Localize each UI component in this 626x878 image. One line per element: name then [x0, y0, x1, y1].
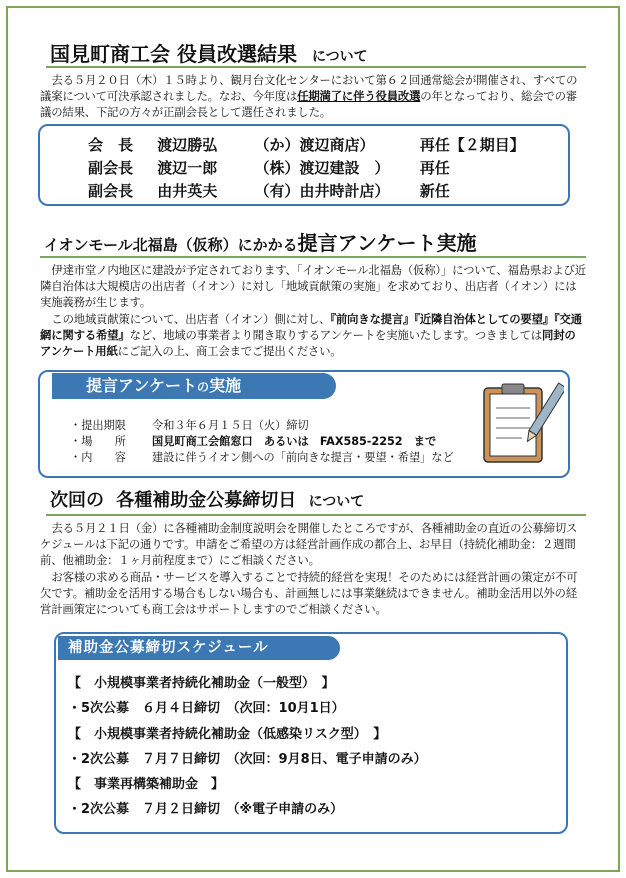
- schedule-subsidy-name: 【 小規模事業者持続化補助金（一般型） 】: [68, 676, 335, 691]
- section2-paragraph: 伊達市堂ノ内地区に建設が予定されております、「イオンモール北福島（仮称）」について、福島県および近隣自治体は大規模店の出店者（イオン）に対し「地域貢献策の実施」を求めており、出店者（イオン）には実施義務が生じます。 この地域貢献策について、出店者（イオン）側に対し、『前向きな提言』『近隣自治体としての要望』『交通網に関する希望』など、地域の事業者より聞き取りするアンケートを実施いたします。つきましては同封のアンケート用紙にご記入の上、商工会までご提出ください。: [40, 263, 586, 359]
- schedule-subsidy-name: 【 小規模事業者持続化補助金（低感染リスク型） 】: [68, 727, 387, 742]
- survey-item: ・提出期限 令和３年６月１５日（火）締切: [70, 419, 309, 432]
- survey-box-title: 提言アンケートの実施: [52, 373, 336, 399]
- section2-title: イオンモール北福島（仮称）にかかる提言アンケート実施: [44, 231, 477, 255]
- section1-underline: [46, 66, 586, 68]
- section3-title-suffix: について: [308, 494, 365, 510]
- schedule-entry: [68, 773, 343, 817]
- officer-row: 会 長 渡辺勝弘 （か）渡辺商店） 再任【２期目】: [88, 136, 525, 154]
- enclosed-form-emphasis: 同封のアンケート用紙: [40, 327, 576, 359]
- section3-title: 次回の 各種補助金公募締切日 について: [50, 490, 365, 511]
- section2-title-main: 提言アンケート実施: [297, 231, 477, 255]
- section1-title: 国見町商工会 役員改選結果 について: [50, 42, 368, 66]
- survey-topics-emphasis: 『前向きな提言』『近隣自治体としての要望』『交通網に関する希望』: [40, 311, 582, 342]
- schedule-deadline: ・2次公募 ７月７日締切 （次回：9月8日、電子申請のみ）: [68, 752, 427, 767]
- section3-title-main: 各種補助金公募締切日: [116, 490, 297, 511]
- term-expiry-emphasis: 任期満了に伴う役員改選: [297, 89, 421, 104]
- section1-paragraph: 去る５月２０日（木）１５時より、観月台文化センターにおいて第６２回通常総会が開催され、すべての議案について可決承認されました。なお、今年度は任期満了に伴う役員改選の年となっており、総会での審議の結果、下記の方々が正副会長として選任されました。: [40, 73, 578, 120]
- schedule-entry: [68, 723, 427, 767]
- officer-row: 副会長 渡辺一郎 （株）渡辺建設 ） 再任: [88, 159, 450, 177]
- section3-underline: [46, 514, 586, 516]
- section1-title-suffix: について: [311, 49, 368, 65]
- section2-underline: [40, 256, 586, 258]
- clipboard-icon: [474, 374, 564, 466]
- survey-item: ・内 容 建設に伴うイオン側への「前向きな提言・要望・希望」など: [70, 451, 454, 464]
- schedule-box-title: 補助金公募締切スケジュール: [58, 636, 340, 660]
- schedule-deadline: ・5次公募 ６月４日締切 （次回：10月1日）: [68, 701, 345, 716]
- schedule-deadline: ・2次公募 ７月２日締切 （※電子申請のみ）: [68, 802, 344, 817]
- section3-paragraph: 去る５月２１日（金）に各種補助金制度説明会を開催したところですが、各種補助金の直近の公募締切スケジュールは下記の通りです。申請をご希望の方は経営計画作成の都合上、お早目（持続化補助金：２週間前、他補助金：１ヶ月前程度まで）にご相談ください。 お客様の求める商品・サービスを導入することで持続的経営を実現！そのためには経営計画の策定が不可欠です。補助金を活用する場合もしない場合も、計画無しには事業継続はできません。補助金活用以外の経営計画策定についても商工会はサポートしますのでご相談ください。: [40, 521, 578, 617]
- survey-item: ・場 所 国見町商工会館窓口 あるいは FAX585-2252 まで: [70, 435, 437, 448]
- schedule-subsidy-name: 【 事業再構築補助金 】: [68, 777, 225, 792]
- officer-row: 副会長 由井英夫 （有）由井時計店） 新任: [88, 182, 450, 200]
- schedule-entry: [68, 672, 345, 716]
